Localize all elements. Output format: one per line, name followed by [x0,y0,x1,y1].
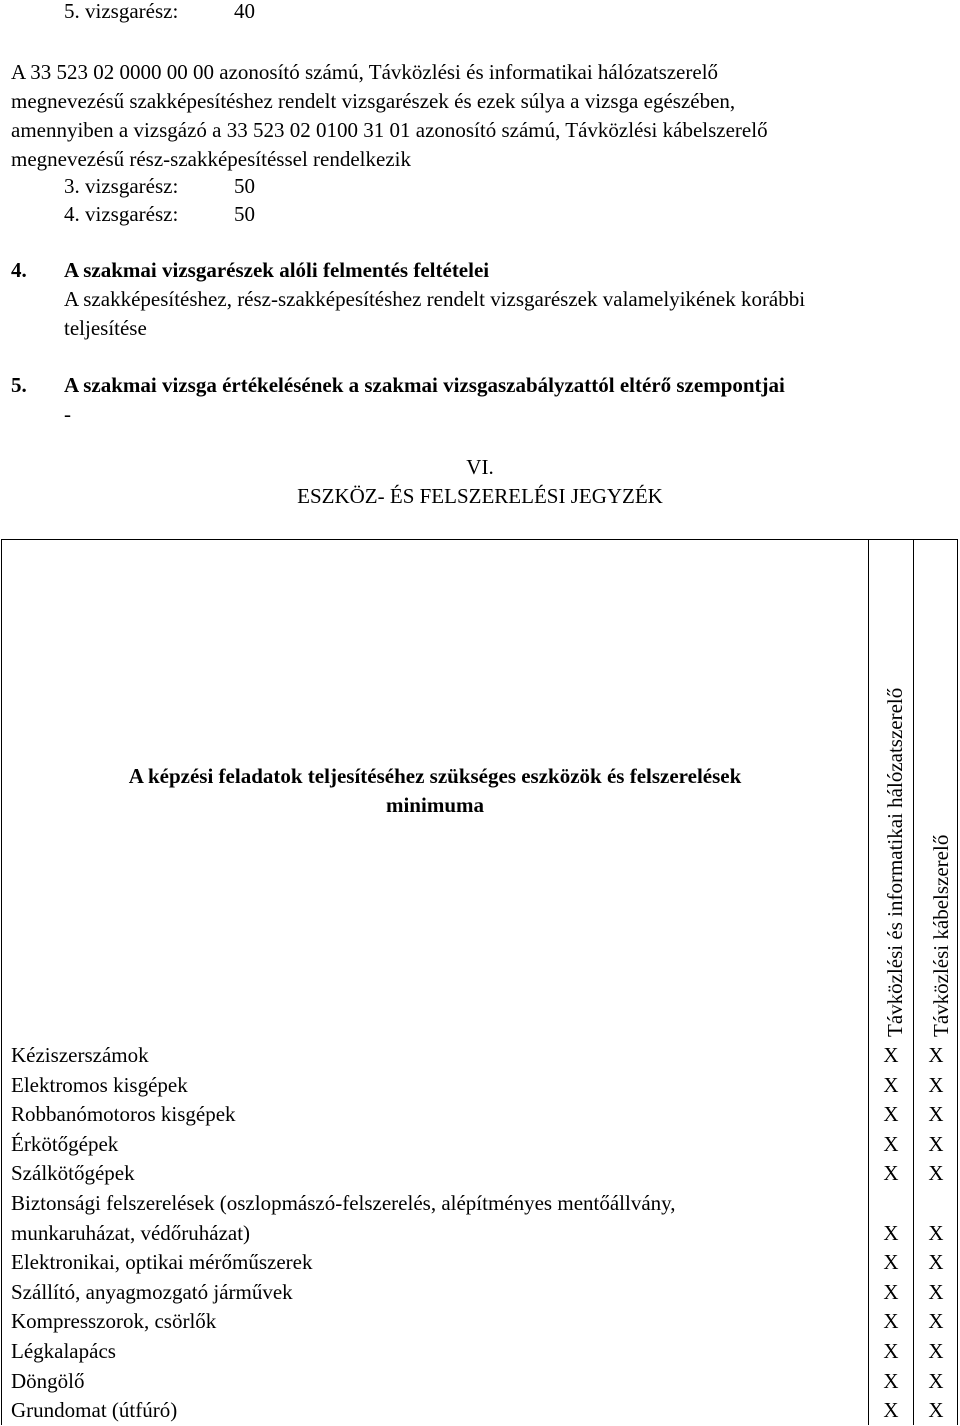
exam-part-weight: 40 [234,0,255,23]
table-cell-mark: X [928,1279,944,1304]
exam-part-5 [64,0,255,26]
column-header-network-installer: Távközlési és informatikai hálózatszerelő [883,687,907,1037]
table-row-label: Szállító, anyagmozgató járművek [11,1279,293,1304]
chapter-number: VI. [466,455,494,479]
exam-part-weight: 50 [234,174,255,198]
table-cell-mark: X [928,1309,944,1334]
table-row-label: Grundomat (útfúró) [11,1398,178,1423]
exam-part-4 [64,200,255,229]
table-cell-mark: X [928,1220,944,1245]
intro-line: A 33 523 02 0000 00 00 azonosító számú, Távközlési és informatikai hálózatszerelő [11,60,719,84]
table-cell-mark: X [883,1220,899,1245]
table-cell-mark: X [883,1398,899,1423]
table-header-line: minimuma [385,793,484,817]
table-cell-mark: X [928,1161,944,1186]
exam-part-3 [64,172,255,201]
exam-part-label: 5. vizsgarész: [64,0,179,23]
section-4-body [64,285,954,343]
table-cell-mark: X [928,1102,944,1127]
equipment-table [1,539,958,1425]
table-cell-mark: X [883,1072,899,1097]
table-header-title [2,762,868,820]
intro-line: amennyiben a vizsgázó a 33 523 02 0100 31 01 azonosító számú, Távközlési kábelszerelő [11,118,768,142]
table-cell-mark: X [928,1131,944,1156]
table-cell-mark: X [928,1072,944,1097]
exam-part-label: 4. vizsgarész: [64,202,179,226]
table-row-label-cont: munkaruházat, védőruházat) [11,1220,251,1245]
column-header-cable-installer: Távközlési kábelszerelő [929,834,953,1037]
table-row-label: Biztonsági felszerelések (oszlopmászó-felszerelés, alépítményes mentőállvány, [11,1191,676,1215]
section-5-body: - [64,402,71,426]
table-row-label: Döngölő [11,1368,85,1393]
table-cell-mark: X [883,1309,899,1334]
table-row-label: Szálkötőgépek [11,1161,135,1186]
table-row-label: Robbanómotoros kisgépek [11,1102,236,1127]
table-cell-mark: X [883,1102,899,1127]
exam-part-label: 3. vizsgarész: [64,174,179,198]
chapter-title: ESZKÖZ- ÉS FELSZERELÉSI JEGYZÉK [297,484,663,508]
table-cell-mark: X [928,1398,944,1423]
intro-line: megnevezésű szakképesítéshez rendelt vizsgarészek és ezek súlya a vizsga egészében, [11,89,736,113]
section-number: 5. [11,373,27,397]
section-title: A szakmai vizsga értékelésének a szakmai vizsgaszabályzattól eltérő szempontjai [64,373,785,397]
table-cell-mark: X [928,1368,944,1393]
table-cell-mark: X [883,1279,899,1304]
intro-paragraph [11,58,951,174]
table-cell-mark: X [883,1339,899,1363]
table-cell-mark: X [928,1043,944,1067]
table-cell-mark: X [883,1161,899,1186]
table-row-label: Érkötőgépek [11,1131,119,1156]
section-body-line: A szakképesítéshez, rész-szakképesítéshez rendelt vizsgarészek valamelyikének korábbi [64,287,806,311]
exam-part-weight: 50 [234,202,255,226]
table-cell-mark: X [883,1368,899,1393]
table-row-label: Kompresszorok, csörlők [11,1309,217,1334]
intro-line: megnevezésű rész-szakképesítéssel rendelkezik [11,147,411,171]
section-number: 4. [11,258,27,282]
table-cell-mark: X [883,1043,899,1067]
table-cell-mark: X [883,1250,899,1275]
table-row-label: Elektronikai, optikai mérőműszerek [11,1250,313,1275]
table-row-label: Légkalapács [11,1339,116,1363]
table-cell-mark: X [883,1131,899,1156]
table-cell-mark: X [928,1250,944,1275]
section-body-line: teljesítése [64,316,147,340]
table-row-label: Kéziszerszámok [11,1043,149,1067]
table-header-line: A képzési feladatok teljesítéséhez szükséges eszközök és felszerelések [128,764,742,788]
table-row-label: Elektromos kisgépek [11,1072,188,1097]
section-title: A szakmai vizsgarészek alóli felmentés feltételei [64,258,490,282]
table-cell-mark: X [928,1339,944,1363]
